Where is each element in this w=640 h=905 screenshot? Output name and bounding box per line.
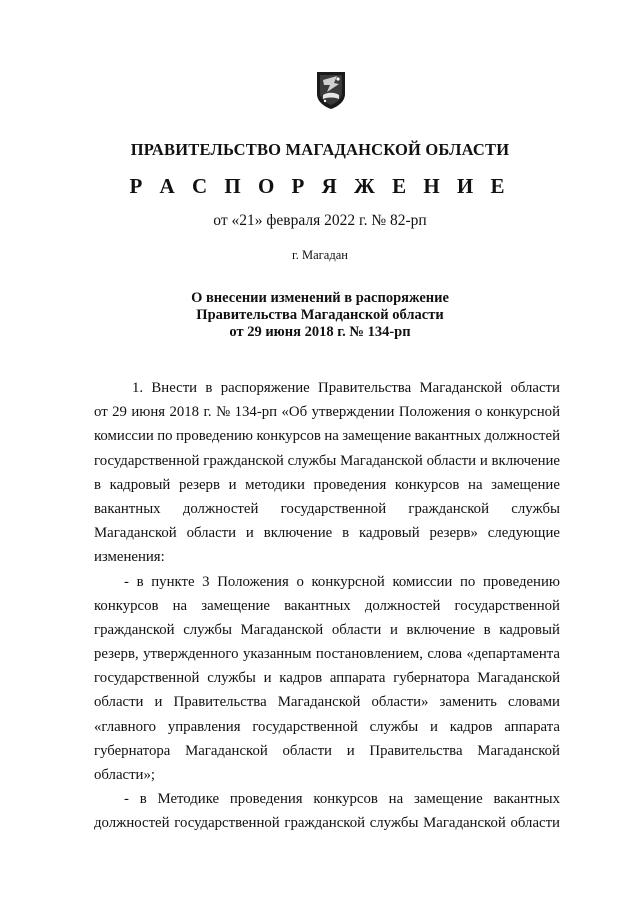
body-word: слова bbox=[427, 646, 463, 663]
body-word: гражданской bbox=[94, 621, 175, 638]
body-word: государственной bbox=[174, 815, 280, 832]
body-word: государственной bbox=[280, 500, 387, 517]
body-word: замещение bbox=[342, 428, 412, 445]
body-word: утвержденного bbox=[143, 646, 239, 663]
body-word: гражданской bbox=[284, 815, 366, 832]
body-word: 29 bbox=[112, 404, 127, 421]
body-word: Магаданской bbox=[340, 452, 423, 469]
body-word: службы bbox=[369, 718, 419, 735]
body-line bbox=[94, 642, 560, 666]
body-word: проведению bbox=[176, 428, 253, 445]
body-word: резерв, bbox=[94, 646, 139, 663]
body-word: в bbox=[205, 380, 213, 396]
body-word: пункте bbox=[151, 573, 195, 590]
body-word: кадровый bbox=[499, 621, 560, 638]
body-word: Правительства bbox=[173, 694, 267, 711]
body-line bbox=[94, 690, 560, 714]
body-word: распоряжение bbox=[220, 380, 310, 396]
body-word: на bbox=[388, 791, 404, 808]
body-word: 3 bbox=[202, 573, 210, 590]
body-word: конкурсов bbox=[256, 428, 321, 445]
body-word: и bbox=[346, 742, 355, 759]
body-line bbox=[94, 618, 560, 642]
body-word: Положения bbox=[398, 404, 471, 421]
body-word: проведения bbox=[313, 476, 387, 493]
body-word: вакантных bbox=[493, 791, 560, 808]
body-line bbox=[94, 497, 560, 521]
body-word: аппарата bbox=[504, 718, 560, 735]
body-word: государственной bbox=[94, 670, 200, 687]
body-word: и bbox=[263, 670, 272, 687]
body-word: Магаданской bbox=[423, 815, 506, 832]
body-word: 1. bbox=[132, 380, 144, 396]
subject-line: О внесении изменений в распоряжение bbox=[191, 290, 449, 306]
body-word: конкурсов bbox=[394, 476, 460, 493]
body-word: вакантных bbox=[94, 500, 161, 517]
body-line bbox=[94, 715, 560, 739]
body-word: и bbox=[228, 476, 237, 493]
body-word: комиссии bbox=[94, 428, 154, 445]
body-word: о bbox=[474, 404, 483, 421]
body-word: включение bbox=[491, 452, 560, 469]
body-line bbox=[94, 570, 560, 594]
body-line bbox=[94, 449, 560, 473]
body-word: замещение bbox=[201, 597, 270, 614]
body-line bbox=[94, 811, 560, 835]
body-word: Внести bbox=[151, 380, 198, 396]
body-word: управления bbox=[167, 718, 241, 735]
document-number: от «21» февраля 2022 г. № 82-рп bbox=[213, 212, 427, 229]
body-word: «департамента bbox=[466, 646, 560, 663]
body-word: на bbox=[172, 597, 188, 614]
body-word: вакантных bbox=[414, 428, 481, 445]
body-word: Методике bbox=[157, 791, 220, 808]
body-word: области bbox=[426, 452, 477, 469]
body-word: № bbox=[216, 404, 231, 421]
coat-of-arms-icon bbox=[315, 70, 347, 110]
body-word: конкурсной bbox=[486, 404, 560, 421]
body-word: на bbox=[468, 476, 483, 493]
body-word: Правительства bbox=[318, 380, 412, 396]
body-word: гражданской bbox=[408, 500, 490, 517]
body-word: методики bbox=[245, 476, 305, 493]
body-word: 2018 bbox=[169, 404, 200, 421]
body-word: государственной bbox=[94, 452, 200, 469]
body-word: губернатора bbox=[393, 670, 470, 687]
body-word: службы bbox=[369, 815, 419, 832]
body-word: губернатора bbox=[94, 742, 171, 759]
body-word: вакантных bbox=[284, 597, 351, 614]
subject-line: Правительства Магаданской области bbox=[196, 307, 444, 323]
body-word: - bbox=[124, 573, 129, 590]
body-word: утверждении bbox=[311, 404, 395, 421]
body-word: области bbox=[510, 380, 560, 396]
body-word: о bbox=[296, 573, 304, 590]
body-word: Магаданской bbox=[94, 525, 177, 542]
body-line: изменения: bbox=[94, 549, 165, 566]
body-line bbox=[94, 376, 560, 400]
body-line bbox=[94, 400, 560, 424]
body-word: кадровый bbox=[109, 476, 171, 493]
body-word: области bbox=[94, 694, 144, 711]
body-word: службы bbox=[183, 621, 232, 638]
body-word: Правительства bbox=[369, 742, 463, 759]
body-word: государственной bbox=[454, 597, 560, 614]
body-word: области bbox=[331, 621, 382, 638]
body-line bbox=[94, 666, 560, 690]
body-word: «Об bbox=[281, 404, 308, 421]
body-line bbox=[94, 739, 560, 763]
city-name: г. Магадан bbox=[292, 248, 348, 262]
body-word: Магаданской bbox=[419, 380, 503, 396]
body-word: июня bbox=[131, 404, 166, 421]
body-word: кадров bbox=[279, 670, 323, 687]
body-word: замещение bbox=[413, 791, 483, 808]
body-word: гражданской bbox=[203, 452, 284, 469]
body-word: и bbox=[389, 621, 398, 638]
body-word: Магаданской bbox=[477, 670, 560, 687]
body-word: резерв bbox=[179, 476, 220, 493]
body-word: конкурсов bbox=[313, 791, 378, 808]
body-word: комиссии bbox=[392, 573, 453, 590]
body-word: по bbox=[157, 428, 173, 445]
body-word: замещение bbox=[491, 476, 560, 493]
body-word: проведения bbox=[229, 791, 303, 808]
body-word: аппарата bbox=[329, 670, 386, 687]
body-word: должностей bbox=[182, 500, 259, 517]
body-line: области»; bbox=[94, 767, 155, 783]
body-word: должностей bbox=[484, 428, 560, 445]
body-line bbox=[94, 594, 560, 618]
body-word: включение bbox=[406, 621, 475, 638]
body-word: следующие bbox=[487, 525, 560, 542]
organization-title: ПРАВИТЕЛЬСТВО МАГАДАНСКОЙ ОБЛАСТИ bbox=[130, 140, 510, 159]
body-word: области» bbox=[371, 694, 429, 711]
body-word: области bbox=[510, 815, 560, 832]
subject-line: от 29 июня 2018 г. № 134-рп bbox=[229, 324, 411, 340]
body-word: конкурсной bbox=[311, 573, 385, 590]
body-word: заменить bbox=[439, 694, 497, 711]
body-word: Магаданской bbox=[477, 742, 560, 759]
body-word: постановлением, bbox=[315, 646, 423, 663]
body-word: Магаданской bbox=[277, 694, 361, 711]
body-word: указанным bbox=[242, 646, 312, 663]
body-word: по bbox=[459, 573, 476, 590]
body-word: области bbox=[282, 742, 332, 759]
body-word: Магаданской bbox=[185, 742, 268, 759]
body-line bbox=[94, 787, 560, 811]
body-word: службы bbox=[287, 452, 337, 469]
body-word: кадровый bbox=[358, 525, 420, 542]
document-type-title: Р А С П О Р Я Ж Е Н И Е bbox=[129, 174, 511, 198]
body-word: и bbox=[479, 452, 488, 469]
body-word: на bbox=[324, 428, 339, 445]
body-word: 134-рп bbox=[234, 404, 278, 421]
body-word: Положения bbox=[217, 573, 289, 590]
body-word: в bbox=[94, 476, 101, 493]
body-word: словами bbox=[507, 694, 560, 711]
body-word: в bbox=[136, 573, 144, 590]
body-word: и bbox=[154, 694, 163, 711]
body-word: - bbox=[124, 791, 129, 808]
body-word: конкурсов bbox=[94, 597, 159, 614]
document-body bbox=[94, 376, 560, 836]
body-word: кадров bbox=[449, 718, 493, 735]
body-word: и bbox=[245, 525, 254, 542]
body-word: службы bbox=[511, 500, 560, 517]
body-word: «главного bbox=[94, 718, 157, 735]
body-line bbox=[94, 424, 560, 448]
body-word: от bbox=[94, 404, 108, 421]
body-line bbox=[94, 473, 560, 497]
body-word: должностей bbox=[364, 597, 441, 614]
body-word: в bbox=[342, 525, 350, 542]
body-word: включение bbox=[263, 525, 333, 542]
body-word: государственной bbox=[252, 718, 358, 735]
body-line bbox=[94, 521, 560, 545]
body-word: в bbox=[139, 791, 147, 808]
document-subject bbox=[0, 290, 640, 341]
body-word: и bbox=[430, 718, 438, 735]
body-word: должностей bbox=[94, 815, 170, 832]
body-word: службы bbox=[207, 670, 256, 687]
body-word: области bbox=[186, 525, 237, 542]
body-word: г. bbox=[203, 404, 212, 421]
body-word: в bbox=[483, 621, 491, 638]
body-word: Магаданской bbox=[240, 621, 324, 638]
body-word: проведению bbox=[482, 573, 560, 590]
body-word: резерв» bbox=[429, 525, 478, 542]
